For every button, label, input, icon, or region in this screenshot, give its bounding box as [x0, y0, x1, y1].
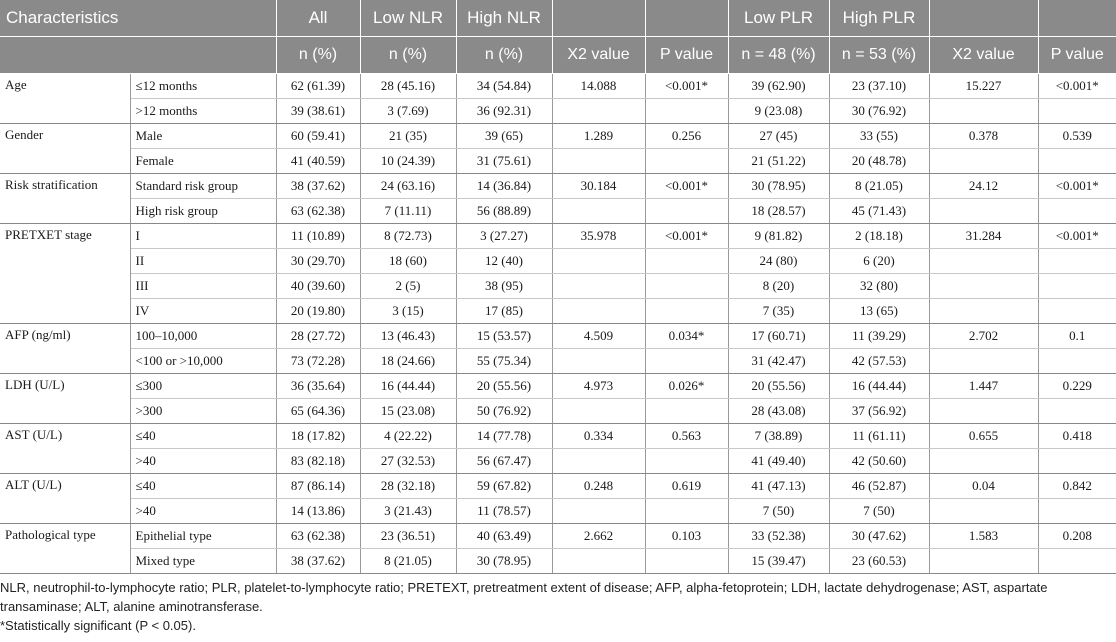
value-cell: 39 (62.90) — [728, 74, 829, 99]
value-cell: 56 (88.89) — [456, 199, 552, 224]
value-cell: 0.334 — [552, 424, 645, 449]
value-cell — [929, 349, 1038, 374]
value-cell: 1.289 — [552, 124, 645, 149]
value-cell — [1038, 399, 1116, 424]
value-cell: 30 (78.95) — [728, 174, 829, 199]
value-cell: 1.583 — [929, 524, 1038, 549]
subheader-col: n (%) — [456, 37, 552, 74]
value-cell: 24 (63.16) — [360, 174, 456, 199]
value-cell: 40 (63.49) — [456, 524, 552, 549]
value-cell: 18 (60) — [360, 249, 456, 274]
value-cell — [1038, 449, 1116, 474]
value-cell — [929, 499, 1038, 524]
value-cell: 65 (64.36) — [276, 399, 360, 424]
level-label: ≤40 — [130, 424, 276, 449]
value-cell: 38 (95) — [456, 274, 552, 299]
value-cell: 0.619 — [645, 474, 728, 499]
subheader-col: P value — [1038, 37, 1116, 74]
level-label: I — [130, 224, 276, 249]
value-cell: 30.184 — [552, 174, 645, 199]
variable-name: AST (U/L) — [0, 424, 130, 474]
value-cell: 0.378 — [929, 124, 1038, 149]
value-cell: 4 (22.22) — [360, 424, 456, 449]
value-cell — [552, 499, 645, 524]
value-cell: 40 (39.60) — [276, 274, 360, 299]
header-characteristics: Characteristics — [0, 0, 276, 37]
value-cell: 9 (81.82) — [728, 224, 829, 249]
value-cell — [645, 149, 728, 174]
value-cell: 20 (55.56) — [456, 374, 552, 399]
value-cell: 30 (78.95) — [456, 549, 552, 574]
table-row — [0, 274, 1116, 299]
value-cell: 0.034* — [645, 324, 728, 349]
header-col — [552, 0, 645, 37]
level-label: Epithelial type — [130, 524, 276, 549]
value-cell: 18 (28.57) — [728, 199, 829, 224]
value-cell — [929, 449, 1038, 474]
value-cell: 7 (50) — [728, 499, 829, 524]
value-cell: 2 (18.18) — [829, 224, 929, 249]
table-row — [0, 249, 1116, 274]
value-cell: 20 (55.56) — [728, 374, 829, 399]
value-cell: 35.978 — [552, 224, 645, 249]
value-cell: 31 (42.47) — [728, 349, 829, 374]
value-cell — [929, 549, 1038, 574]
value-cell: 17 (85) — [456, 299, 552, 324]
value-cell: 41 (49.40) — [728, 449, 829, 474]
variable-name: PRETXET stage — [0, 224, 130, 324]
value-cell: 56 (67.47) — [456, 449, 552, 474]
significance-note: *Statistically significant (P < 0.05). — [0, 618, 196, 633]
level-label: II — [130, 249, 276, 274]
value-cell: 33 (52.38) — [728, 524, 829, 549]
value-cell: 7 (35) — [728, 299, 829, 324]
value-cell: 31.284 — [929, 224, 1038, 249]
value-cell: 18 (17.82) — [276, 424, 360, 449]
table-row — [0, 524, 1116, 549]
value-cell: 45 (71.43) — [829, 199, 929, 224]
value-cell: 28 (32.18) — [360, 474, 456, 499]
header-col: Low PLR — [728, 0, 829, 37]
level-label: Male — [130, 124, 276, 149]
value-cell: 4.973 — [552, 374, 645, 399]
table-footnotes — [0, 578, 1116, 635]
value-cell: 2.702 — [929, 324, 1038, 349]
value-cell: 46 (52.87) — [829, 474, 929, 499]
value-cell: 41 (47.13) — [728, 474, 829, 499]
value-cell: 0.248 — [552, 474, 645, 499]
value-cell: 18 (24.66) — [360, 349, 456, 374]
subheader-col: X2 value — [552, 37, 645, 74]
value-cell: 9 (23.08) — [728, 99, 829, 124]
value-cell: 8 (21.05) — [360, 549, 456, 574]
table-row — [0, 474, 1116, 499]
value-cell: <0.001* — [1038, 74, 1116, 99]
header-col: All — [276, 0, 360, 37]
header-col: High PLR — [829, 0, 929, 37]
table-row — [0, 124, 1116, 149]
value-cell: 42 (57.53) — [829, 349, 929, 374]
level-label: Female — [130, 149, 276, 174]
value-cell — [552, 549, 645, 574]
value-cell: 23 (37.10) — [829, 74, 929, 99]
subheader-col: n = 48 (%) — [728, 37, 829, 74]
value-cell — [645, 299, 728, 324]
value-cell: 16 (44.44) — [360, 374, 456, 399]
level-label: ≤40 — [130, 474, 276, 499]
variable-name: Age — [0, 74, 130, 124]
table-row — [0, 399, 1116, 424]
header-col: High NLR — [456, 0, 552, 37]
value-cell: 30 (76.92) — [829, 99, 929, 124]
value-cell: 0.1 — [1038, 324, 1116, 349]
variable-name: AFP (ng/ml) — [0, 324, 130, 374]
value-cell: 14 (36.84) — [456, 174, 552, 199]
value-cell: <0.001* — [1038, 224, 1116, 249]
subheader-col: n (%) — [276, 37, 360, 74]
value-cell: 14 (13.86) — [276, 499, 360, 524]
value-cell: 8 (20) — [728, 274, 829, 299]
table-row — [0, 424, 1116, 449]
value-cell: 14 (77.78) — [456, 424, 552, 449]
value-cell: 16 (44.44) — [829, 374, 929, 399]
value-cell: 0.655 — [929, 424, 1038, 449]
value-cell: 15.227 — [929, 74, 1038, 99]
table-row — [0, 299, 1116, 324]
abbreviations-note: NLR, neutrophil-to-lymphocyte ratio; PLR, platelet-to-lymphocyte ratio; PRETEXT, pretreatment extent of disease; AFP, alpha-fetoprotein; LDH, lactate dehydrogenase; AST, aspartate transaminase; ALT, alanine aminotransferase. — [0, 580, 1048, 614]
value-cell — [929, 399, 1038, 424]
value-cell: 0.04 — [929, 474, 1038, 499]
value-cell: 13 (65) — [829, 299, 929, 324]
value-cell: 15 (23.08) — [360, 399, 456, 424]
value-cell: 41 (40.59) — [276, 149, 360, 174]
value-cell: 63 (62.38) — [276, 199, 360, 224]
variable-name: Pathological type — [0, 524, 130, 574]
subheader-blank — [0, 37, 276, 74]
header-row — [0, 0, 1116, 37]
value-cell — [1038, 249, 1116, 274]
table-row — [0, 99, 1116, 124]
value-cell — [1038, 299, 1116, 324]
value-cell — [552, 399, 645, 424]
value-cell — [929, 199, 1038, 224]
value-cell: 30 (47.62) — [829, 524, 929, 549]
value-cell — [552, 349, 645, 374]
value-cell: 6 (20) — [829, 249, 929, 274]
value-cell: 28 (43.08) — [728, 399, 829, 424]
value-cell — [645, 399, 728, 424]
value-cell: 59 (67.82) — [456, 474, 552, 499]
value-cell: 24 (80) — [728, 249, 829, 274]
value-cell — [645, 199, 728, 224]
value-cell: <0.001* — [645, 74, 728, 99]
value-cell: 0.563 — [645, 424, 728, 449]
value-cell — [645, 549, 728, 574]
value-cell: 28 (45.16) — [360, 74, 456, 99]
table-row — [0, 374, 1116, 399]
value-cell: 38 (37.62) — [276, 549, 360, 574]
header-col: Low NLR — [360, 0, 456, 37]
level-label: >300 — [130, 399, 276, 424]
value-cell — [552, 449, 645, 474]
subheader-row — [0, 37, 1116, 74]
value-cell: 38 (37.62) — [276, 174, 360, 199]
table-row — [0, 224, 1116, 249]
value-cell: 12 (40) — [456, 249, 552, 274]
value-cell — [552, 199, 645, 224]
value-cell: 0.842 — [1038, 474, 1116, 499]
value-cell — [645, 99, 728, 124]
value-cell: 0.208 — [1038, 524, 1116, 549]
value-cell: 28 (27.72) — [276, 324, 360, 349]
value-cell: 0.418 — [1038, 424, 1116, 449]
value-cell: 11 (61.11) — [829, 424, 929, 449]
value-cell: 7 (11.11) — [360, 199, 456, 224]
header-col — [645, 0, 728, 37]
variable-name: LDH (U/L) — [0, 374, 130, 424]
value-cell — [1038, 99, 1116, 124]
value-cell: 7 (50) — [829, 499, 929, 524]
subheader-col: P value — [645, 37, 728, 74]
level-label: III — [130, 274, 276, 299]
value-cell — [929, 274, 1038, 299]
value-cell — [929, 149, 1038, 174]
value-cell: 7 (38.89) — [728, 424, 829, 449]
value-cell: 21 (51.22) — [728, 149, 829, 174]
value-cell: 10 (24.39) — [360, 149, 456, 174]
level-label: >40 — [130, 449, 276, 474]
value-cell — [1038, 274, 1116, 299]
value-cell: 42 (50.60) — [829, 449, 929, 474]
header-col — [929, 0, 1038, 37]
value-cell: 15 (53.57) — [456, 324, 552, 349]
value-cell: 24.12 — [929, 174, 1038, 199]
level-label: <100 or >10,000 — [130, 349, 276, 374]
value-cell: 33 (55) — [829, 124, 929, 149]
value-cell: 27 (32.53) — [360, 449, 456, 474]
value-cell — [1038, 499, 1116, 524]
value-cell: <0.001* — [1038, 174, 1116, 199]
level-label: Mixed type — [130, 549, 276, 574]
value-cell — [929, 299, 1038, 324]
value-cell: <0.001* — [645, 174, 728, 199]
value-cell: 36 (92.31) — [456, 99, 552, 124]
value-cell — [645, 349, 728, 374]
value-cell — [552, 299, 645, 324]
value-cell: 63 (62.38) — [276, 524, 360, 549]
value-cell — [1038, 149, 1116, 174]
table-row — [0, 199, 1116, 224]
value-cell — [552, 99, 645, 124]
value-cell: 34 (54.84) — [456, 74, 552, 99]
level-label: IV — [130, 299, 276, 324]
subheader-col: X2 value — [929, 37, 1038, 74]
value-cell — [552, 249, 645, 274]
value-cell — [645, 499, 728, 524]
value-cell: 3 (27.27) — [456, 224, 552, 249]
value-cell: 60 (59.41) — [276, 124, 360, 149]
value-cell: 11 (78.57) — [456, 499, 552, 524]
table-row — [0, 74, 1116, 99]
value-cell: 11 (39.29) — [829, 324, 929, 349]
level-label: 100–10,000 — [130, 324, 276, 349]
value-cell: 14.088 — [552, 74, 645, 99]
variable-name: Risk stratification — [0, 174, 130, 224]
value-cell: 3 (21.43) — [360, 499, 456, 524]
value-cell — [1038, 349, 1116, 374]
value-cell: 21 (35) — [360, 124, 456, 149]
table-row — [0, 449, 1116, 474]
value-cell: <0.001* — [645, 224, 728, 249]
value-cell: 0.026* — [645, 374, 728, 399]
value-cell: 87 (86.14) — [276, 474, 360, 499]
subheader-col: n (%) — [360, 37, 456, 74]
subheader-col: n = 53 (%) — [829, 37, 929, 74]
level-label: High risk group — [130, 199, 276, 224]
value-cell: 4.509 — [552, 324, 645, 349]
value-cell: 39 (38.61) — [276, 99, 360, 124]
level-label: ≤300 — [130, 374, 276, 399]
value-cell: 0.539 — [1038, 124, 1116, 149]
level-label: ≤12 months — [130, 74, 276, 99]
value-cell: 0.256 — [645, 124, 728, 149]
header-col — [1038, 0, 1116, 37]
value-cell — [552, 274, 645, 299]
level-label: Standard risk group — [130, 174, 276, 199]
value-cell: 31 (75.61) — [456, 149, 552, 174]
value-cell: 3 (15) — [360, 299, 456, 324]
value-cell: 23 (60.53) — [829, 549, 929, 574]
value-cell: 2.662 — [552, 524, 645, 549]
value-cell — [552, 149, 645, 174]
value-cell: 39 (65) — [456, 124, 552, 149]
table-row — [0, 174, 1116, 199]
value-cell: 83 (82.18) — [276, 449, 360, 474]
value-cell: 36 (35.64) — [276, 374, 360, 399]
value-cell: 20 (19.80) — [276, 299, 360, 324]
value-cell: 1.447 — [929, 374, 1038, 399]
level-label: >40 — [130, 499, 276, 524]
table-row — [0, 499, 1116, 524]
value-cell — [1038, 199, 1116, 224]
value-cell: 13 (46.43) — [360, 324, 456, 349]
value-cell — [929, 99, 1038, 124]
value-cell: 20 (48.78) — [829, 149, 929, 174]
value-cell: 37 (56.92) — [829, 399, 929, 424]
value-cell: 8 (21.05) — [829, 174, 929, 199]
value-cell: 55 (75.34) — [456, 349, 552, 374]
value-cell: 11 (10.89) — [276, 224, 360, 249]
table-row — [0, 324, 1116, 349]
value-cell: 50 (76.92) — [456, 399, 552, 424]
value-cell: 3 (7.69) — [360, 99, 456, 124]
value-cell: 27 (45) — [728, 124, 829, 149]
value-cell: 23 (36.51) — [360, 524, 456, 549]
level-label: >12 months — [130, 99, 276, 124]
table-row — [0, 549, 1116, 574]
value-cell — [929, 249, 1038, 274]
value-cell: 30 (29.70) — [276, 249, 360, 274]
table-row — [0, 349, 1116, 374]
value-cell: 17 (60.71) — [728, 324, 829, 349]
table-row — [0, 149, 1116, 174]
value-cell — [1038, 549, 1116, 574]
value-cell: 8 (72.73) — [360, 224, 456, 249]
value-cell — [645, 449, 728, 474]
value-cell: 0.229 — [1038, 374, 1116, 399]
value-cell: 15 (39.47) — [728, 549, 829, 574]
variable-name: Gender — [0, 124, 130, 174]
value-cell: 62 (61.39) — [276, 74, 360, 99]
value-cell — [645, 249, 728, 274]
value-cell: 73 (72.28) — [276, 349, 360, 374]
value-cell: 0.103 — [645, 524, 728, 549]
value-cell — [645, 274, 728, 299]
variable-name: ALT (U/L) — [0, 474, 130, 524]
value-cell: 32 (80) — [829, 274, 929, 299]
value-cell: 2 (5) — [360, 274, 456, 299]
